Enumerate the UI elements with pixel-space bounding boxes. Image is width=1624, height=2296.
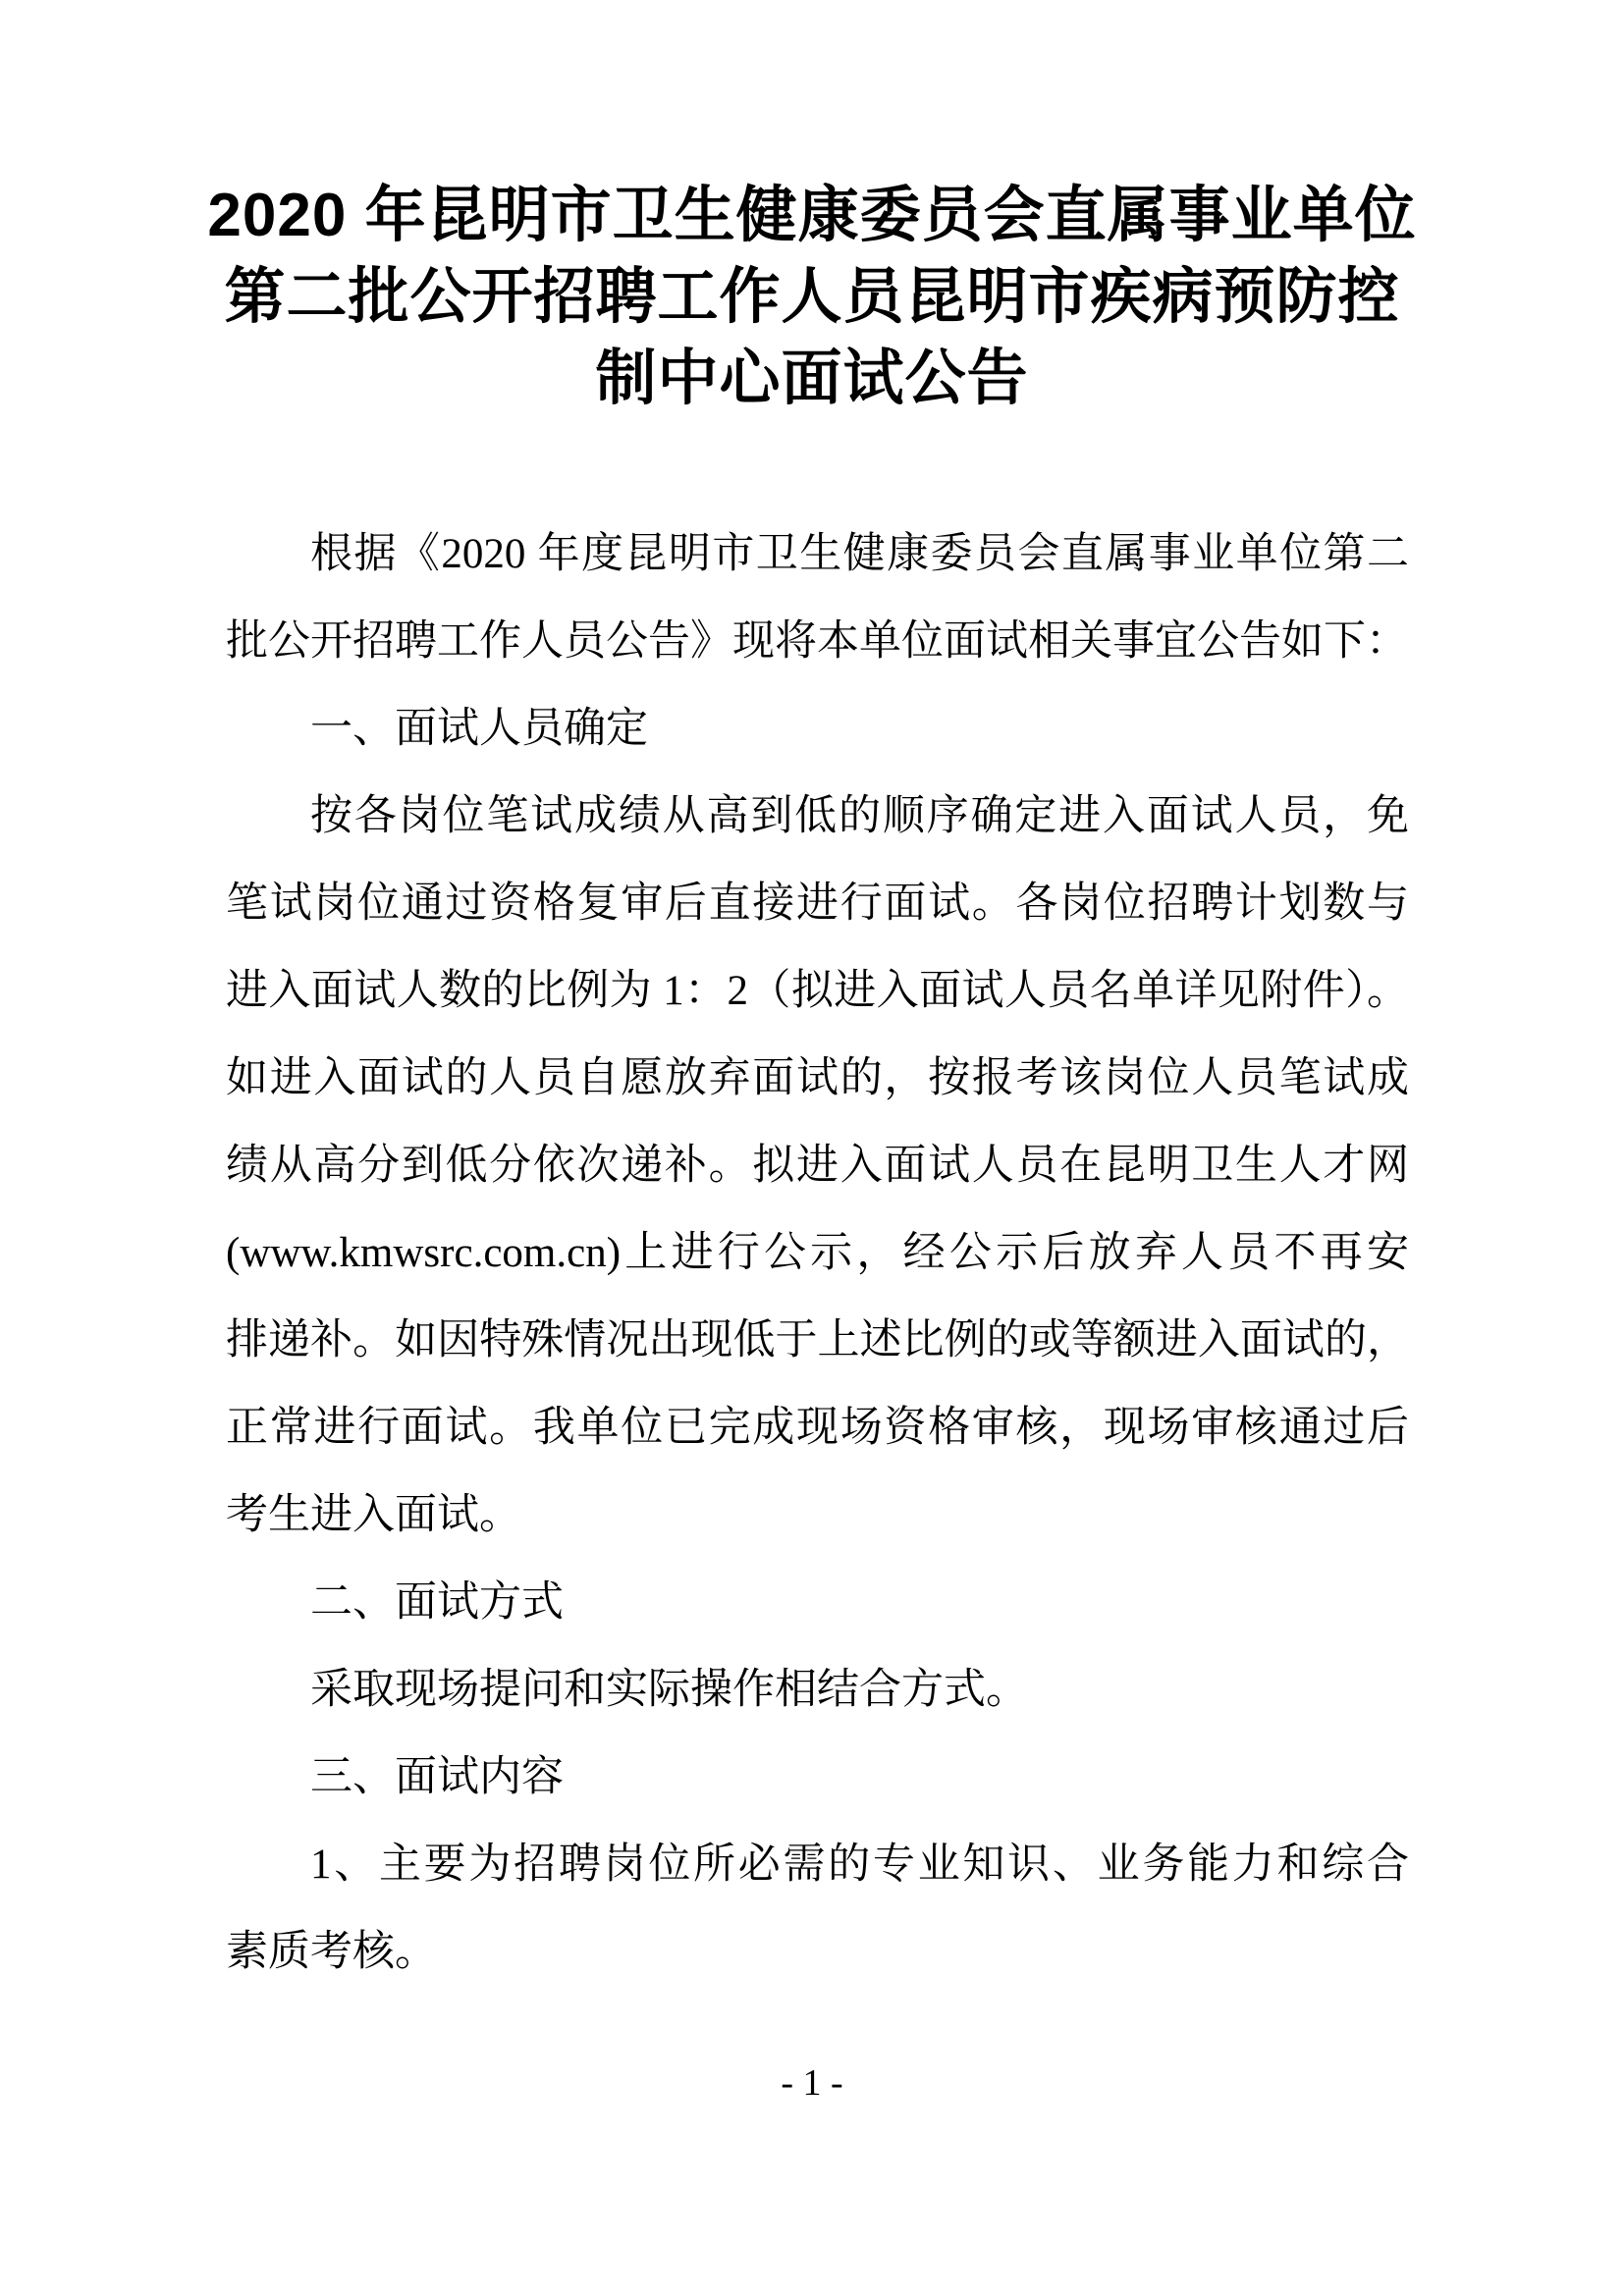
- body-line: (www.kmwsrc.com.cn)上进行公示，经公示后放弃人员不再安: [226, 1230, 1409, 1276]
- body-line: 素质考核。: [226, 1929, 437, 1975]
- section-heading: 一、面试人员确定: [310, 706, 648, 752]
- title-line: 第二批公开招聘工作人员昆明市疾病预防控: [224, 263, 1400, 331]
- body-line: 笔试岗位通过资格复审后直接进行面试。各岗位招聘计划数与: [226, 881, 1409, 927]
- body-line: 按各岗位笔试成绩从高到低的顺序确定进入面试人员，免: [310, 793, 1409, 839]
- body-line: 如进入面试的人员自愿放弃面试的，按报考该岗位人员笔试成: [226, 1055, 1409, 1101]
- body-line: 批公开招聘工作人员公告》现将本单位面试相关事宜公告如下：: [226, 618, 1408, 665]
- body-line: 正常进行面试。我单位已完成现场资格审核，现场审核通过后: [226, 1405, 1409, 1451]
- body-line: 排递补。如因特殊情况出现低于上述比例的或等额进入面试的，: [226, 1317, 1409, 1363]
- document-body: [226, 510, 1409, 1996]
- body-line: 进入面试人数的比例为 1：2（拟进入面试人员名单详见附件）。: [226, 968, 1409, 1014]
- body-line: 1、主要为招聘岗位所必需的专业知识、业务能力和综合: [310, 1842, 1409, 1888]
- body-line: 采取现场提问和实际操作相结合方式。: [310, 1667, 1028, 1713]
- body-line: 考生进入面试。: [226, 1492, 521, 1538]
- section-heading: 二、面试方式: [310, 1579, 564, 1626]
- body-line: 绩从高分到低分依次递补。拟进入面试人员在昆明卫生人才网: [226, 1143, 1409, 1189]
- page-number: - 1 -: [781, 2062, 843, 2104]
- title-line: 2020 年昆明市卫生健康委员会直属事业单位: [207, 182, 1417, 249]
- document-title: [0, 175, 1624, 419]
- section-heading: 三、面试内容: [310, 1754, 564, 1800]
- body-line: 根据《2020 年度昆明市卫生健康委员会直属事业单位第二: [310, 531, 1409, 577]
- title-line: 制中心面试公告: [595, 345, 1029, 412]
